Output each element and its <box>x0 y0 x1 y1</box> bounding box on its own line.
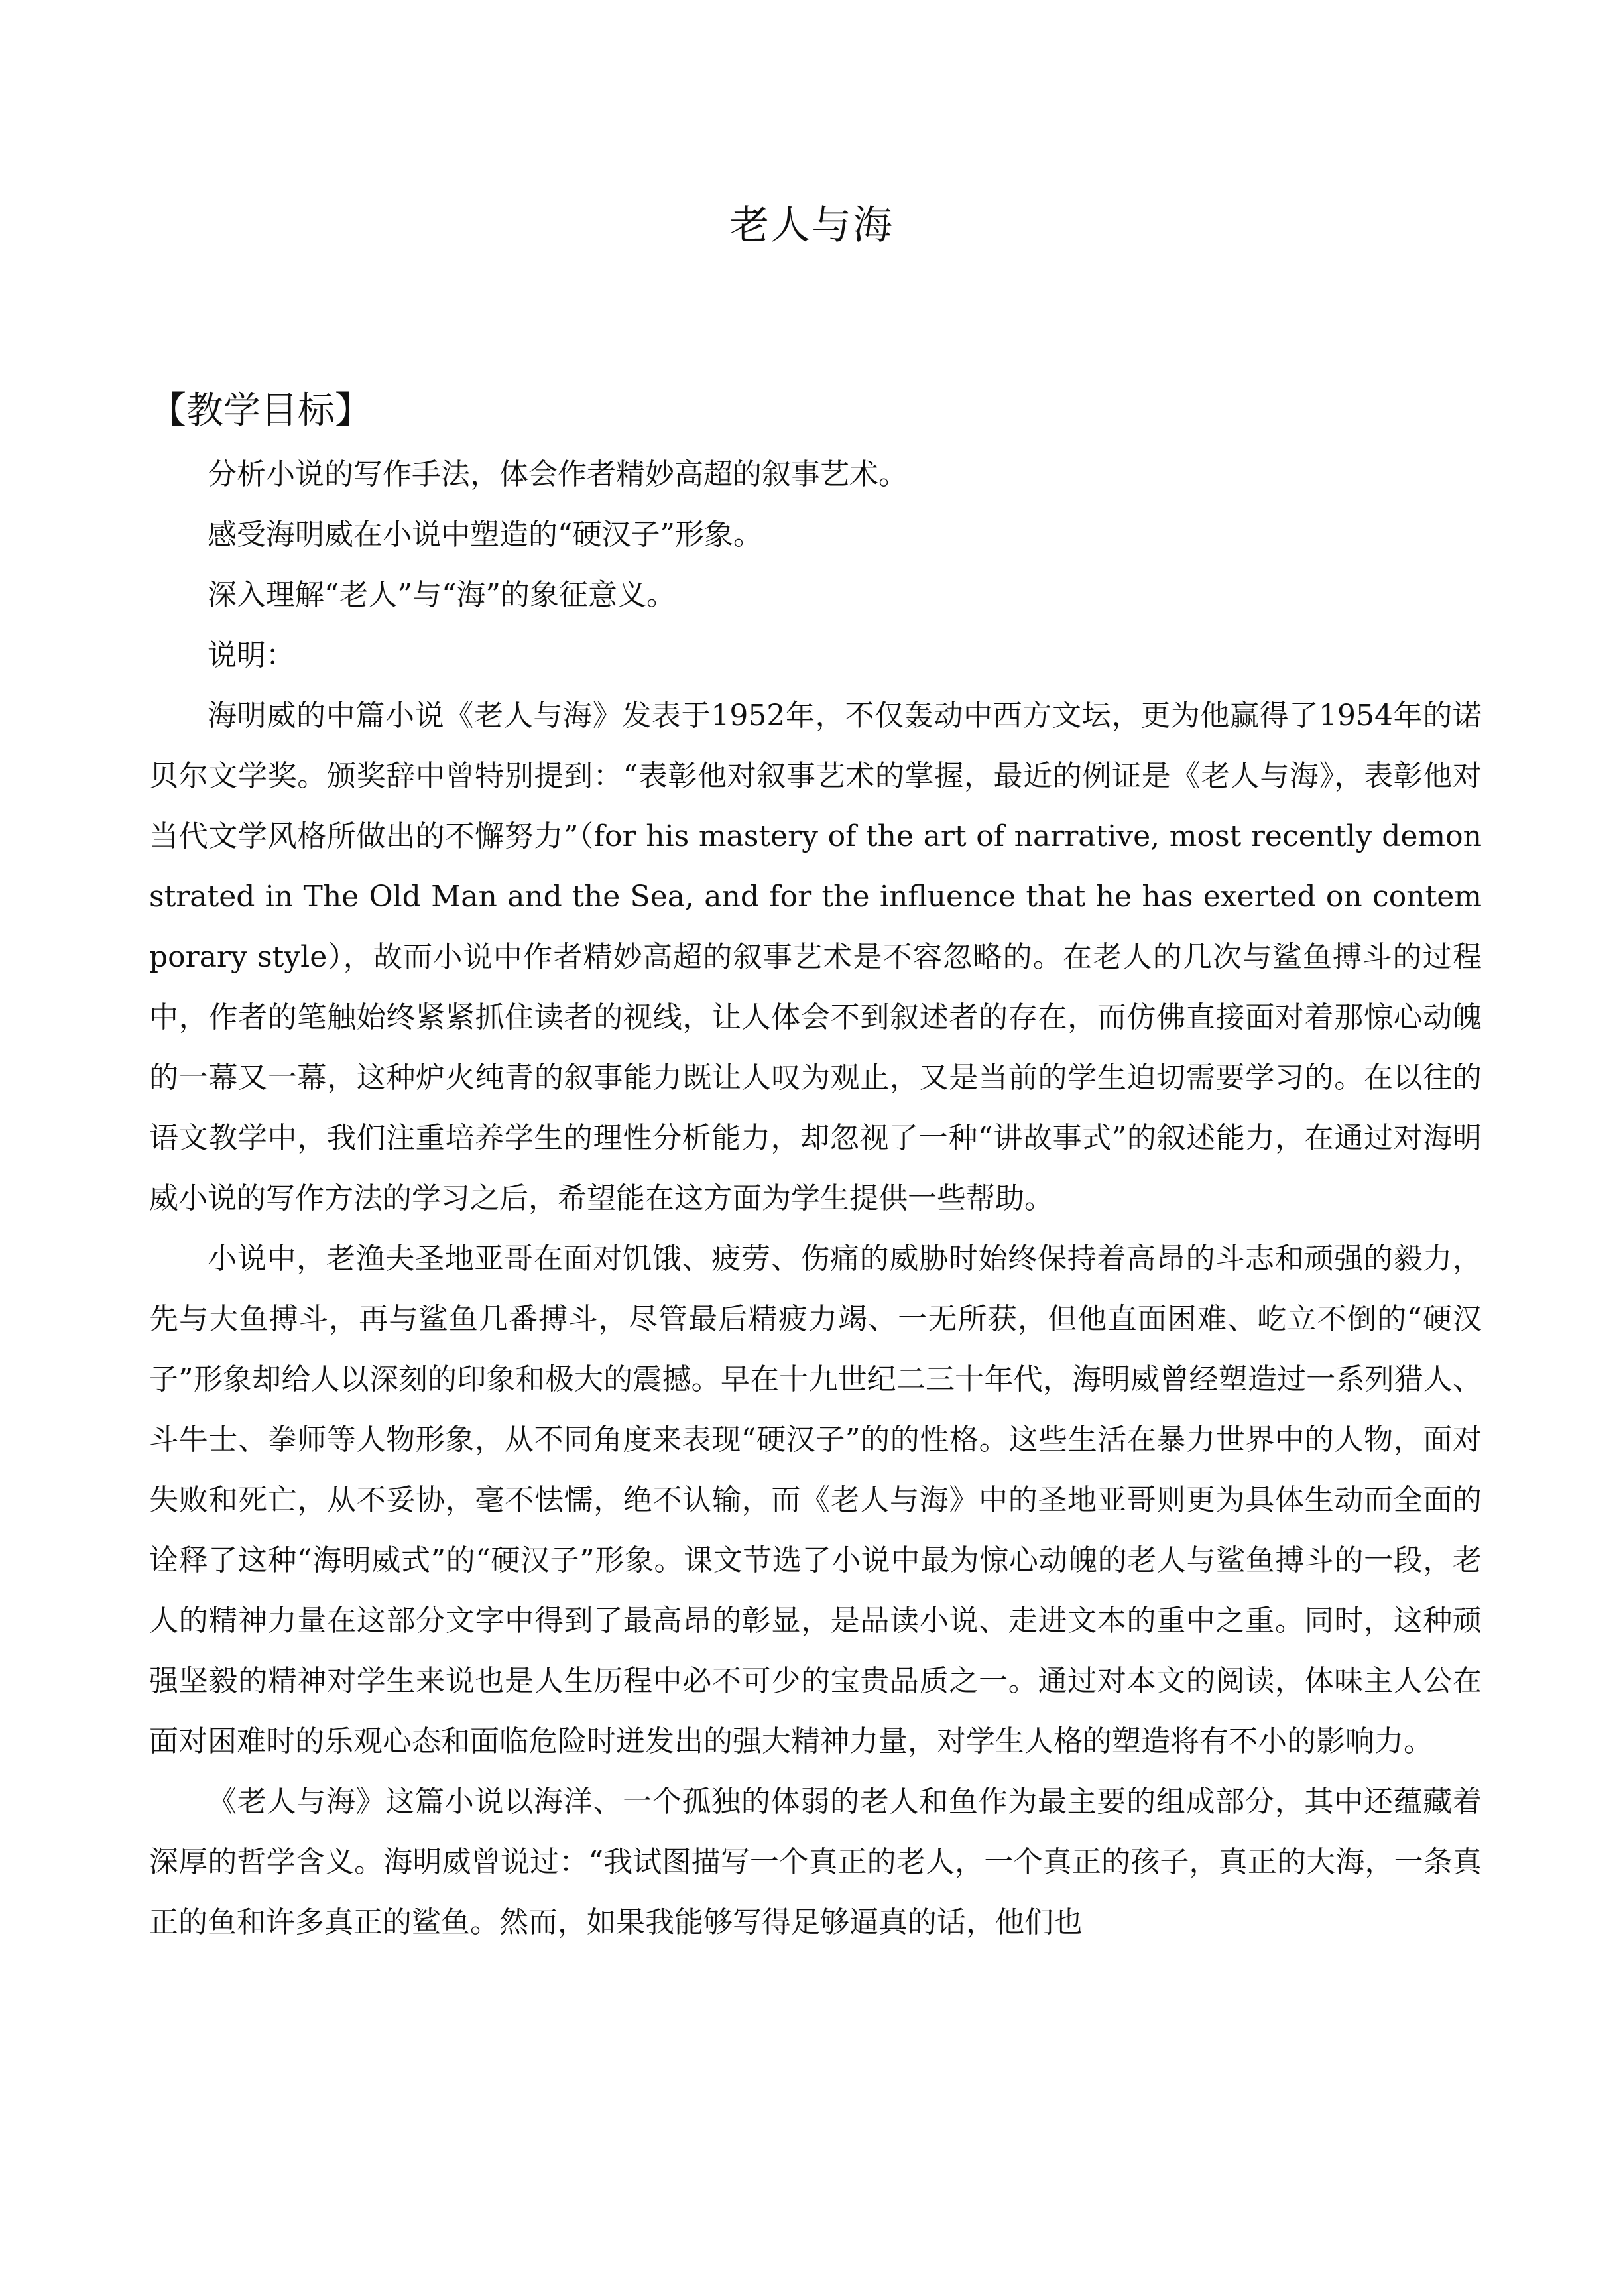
document-title: 老人与海 <box>729 202 894 249</box>
body-paragraph: 海明威的中篇小说《老人与海》发表于1952年，不仅轰动中西方文坛，更为他赢得了1954年的诺贝尔文学奖。颁奖辞中曾特别提到：“表彰他对叙事艺术的掌握，最近的例证是《老人与海》，表彰他对当代文学风格所做出的不懈努力”（for his mastery of the art of narrative, most recently demonstrated in The Old Man and the Sea, and for the influence that he has exerted on contemporary style），故而小说中作者精妙高超的叙事艺术是不容忽略的。在老人的几次与鲨鱼搏斗的过程中，作者的笔触始终紧紧抓住读者的视线，让人体会不到叙述者的存在，而仿佛直接面对着那惊心动魄的一幕又一幕，这种炉火纯青的叙事能力既让人叹为观止，又是当前的学生迫切需要学习的。在以往的语文教学中，我们注重培养学生的理性分析能力，却忽视了一种“讲故事式”的叙述能力，在通过对海明威小说的写作方法的学习之后，希望能在这方面为学生提供一些帮助。 <box>149 699 1482 1215</box>
objective-item: 分析小说的写作手法，体会作者精妙高超的叙事艺术。 <box>208 457 908 491</box>
body-paragraph: 《老人与海》这篇小说以海洋、一个孤独的体弱的老人和鱼作为最主要的组成部分，其中还蕴藏着深厚的哲学含义。海明威曾说过：“我试图描写一个真正的老人，一个真正的孩子，真正的大海，一条真正的鱼和许多真正的鲨鱼。然而，如果我能够写得足够逼真的话，他们也 <box>149 1785 1482 1939</box>
objective-item: 深入理解“老人”与“海”的象征意义。 <box>208 578 676 612</box>
teaching-objectives-heading: 【教学目标】 <box>149 389 372 432</box>
body-paragraph: 小说中，老渔夫圣地亚哥在面对饥饿、疲劳、伤痛的威胁时始终保持着高昂的斗志和顽强的毅力，先与大鱼搏斗，再与鲨鱼几番搏斗，尽管最后精疲力竭、一无所获，但他直面困难、屹立不倒的“硬汉子”形象却给人以深刻的印象和极大的震撼。早在十九世纪二三十年代，海明威曾经塑造过一系列猎人、斗牛士、拳师等人物形象，从不同角度来表现“硬汉子”的的性格。这些生活在暴力世界中的人物，面对失败和死亡，从不妥协，毫不怯懦，绝不认输，而《老人与海》中的圣地亚哥则更为具体生动而全面的诠释了这种“海明威式”的“硬汉子”形象。课文节选了小说中最为惊心动魄的老人与鲨鱼搏斗的一段，老人的精神力量在这部分文字中得到了最高昂的彰显，是品读小说、走进文本的重中之重。同时，这种顽强坚毅的精神对学生来说也是人生历程中必不可少的宝贵品质之一。通过对本文的阅读，体味主人公在面对困难时的乐观心态和面临危险时迸发出的强大精神力量，对学生人格的塑造将有不小的影响力。 <box>149 1242 1482 1758</box>
document-body <box>149 444 1482 1953</box>
objective-item: 感受海明威在小说中塑造的“硬汉子”形象。 <box>208 518 762 552</box>
note-label: 说明： <box>208 638 295 672</box>
